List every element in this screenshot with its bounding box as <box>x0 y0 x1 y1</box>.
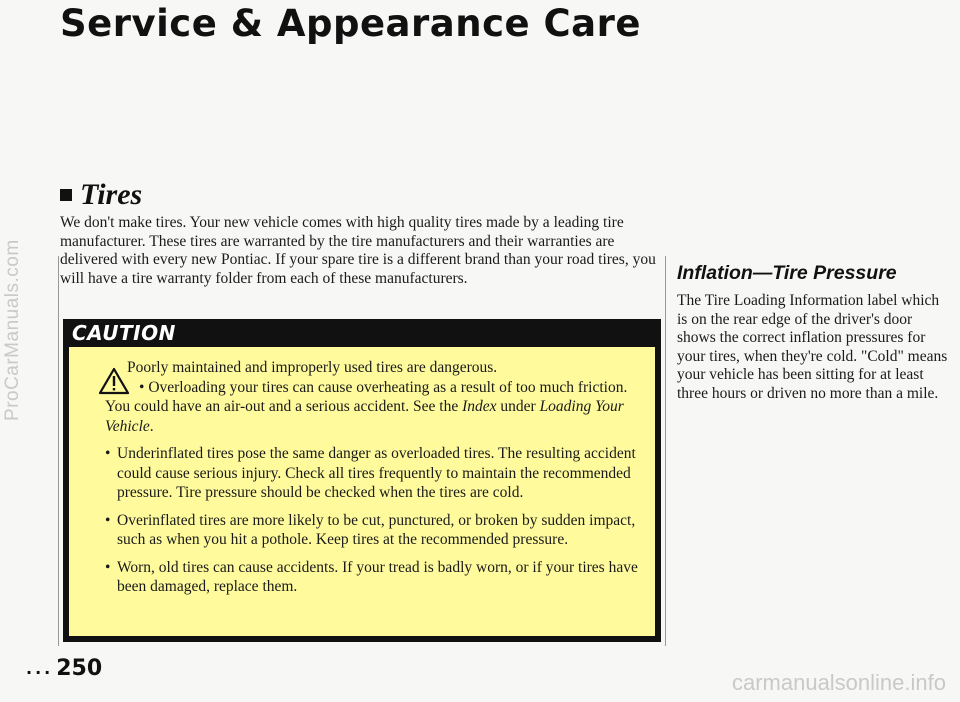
inflation-paragraph: The Tire Loading Information label which is on the rear edge of the driver's door shows the correct inflation pressures for your tires, when they're cold. "Cold" means your vehicle has been sitting for at least three hours or driven no more than a mile. <box>677 292 948 402</box>
loading-reference: Loading Your Vehicle <box>105 398 624 435</box>
intro-paragraph: We don't make tires. Your new vehicle comes with high quality tires made by a leading tire manufacturer. These tires are warranted by the tire manufacturers and their warranties are delivered with every new Pontiac. If your spare tire is a different brand than your road tires, you will have a tire warranty folder from each of these manufacturers. <box>60 214 656 287</box>
caution-bullet-underinflated: • Underinflated tires pose the same danger as overloaded tires. The resulting accident could cause serious injury. Check all tires frequently to maintain the recommended pressure. Tire pressure should be checked when the tires are cold. <box>105 444 641 503</box>
bottom-watermark: carmanualsonline.info <box>731 670 946 695</box>
section-heading <box>60 178 142 212</box>
section-title: Tires <box>80 178 143 211</box>
page-number: 250 <box>56 656 103 681</box>
page-title: Service & Appearance Care <box>60 2 641 45</box>
inflation-heading: Inflation—Tire Pressure <box>677 262 897 284</box>
caution-lead: Poorly maintained and improperly used tires are dangerous. <box>127 359 498 376</box>
overloading-text: Overloading your tires can cause overheating as a result of too much friction. You could have an air-out and a serious accident. See the <box>105 378 628 415</box>
page-footer <box>26 656 102 681</box>
warning-triangle-icon <box>98 367 130 395</box>
reference-connector: under <box>496 398 540 415</box>
reference-end: . <box>149 417 154 435</box>
column-divider <box>665 256 666 646</box>
caution-label: CAUTION <box>72 321 176 345</box>
caution-bullet-overinflated: • Overinflated tires are more likely to be cut, punctured, or broken by sudden impact, such as when you hit a pothole. Keep tires at the recommended pressure. <box>105 511 641 550</box>
index-reference: Index <box>462 398 497 415</box>
footer-dots: ... <box>26 659 54 678</box>
caution-body <box>69 347 655 636</box>
caution-box <box>63 319 661 642</box>
left-column-rule <box>58 256 59 646</box>
caution-bullet-overloading <box>105 378 641 437</box>
caution-bullet-worn: • Worn, old tires can cause accidents. If your tread is badly worn, or if your tires have been damaged, replace them. <box>105 558 641 597</box>
side-watermark: ProCarManuals.com <box>2 239 23 421</box>
square-bullet-icon <box>60 189 72 201</box>
